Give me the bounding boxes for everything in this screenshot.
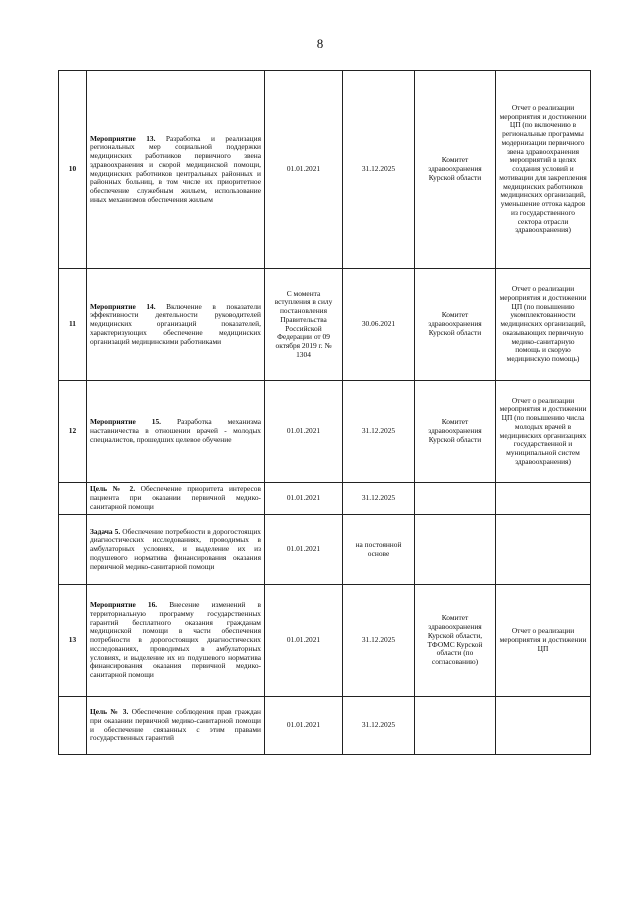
row-number: 11 <box>59 269 87 381</box>
page-number: 8 <box>316 36 324 51</box>
start-date-cell: 01.01.2021 <box>265 71 343 269</box>
end-date-cell: 31.12.2025 <box>343 381 415 483</box>
activity-text: Обеспечение приоритета интересов пациента при оказании первичной медико-санитарной помощи <box>90 484 261 511</box>
activity-lead: Мероприятие 13. <box>90 133 156 143</box>
activity-text: Внесение изменений в территориальную программу государственных гарантий бесплатного оказания гражданам медицинской помощи в части обеспечения потребности в дорогостоящих диагностических исследованиях, проводимых в амбулаторных условиях, и выделение их из подушевого норматива финансирования оказания первичной медико-санитарной помощи <box>90 600 261 680</box>
row-number: 10 <box>59 71 87 269</box>
responsible-cell <box>415 697 496 755</box>
activity-lead: Цель № 2. <box>90 484 136 494</box>
table-row <box>59 483 591 515</box>
row-number <box>59 515 87 585</box>
activity-cell <box>87 71 265 269</box>
activity-lead: Мероприятие 14. <box>90 301 156 311</box>
responsible-cell: Комитет здравоохранения Курской области <box>415 381 496 483</box>
end-date-cell: 31.12.2025 <box>343 697 415 755</box>
row-number <box>59 697 87 755</box>
start-date-cell: 01.01.2021 <box>265 483 343 515</box>
start-date-cell: 01.01.2021 <box>265 697 343 755</box>
start-date-cell: 01.01.2021 <box>265 585 343 697</box>
activity-lead: Мероприятие 15. <box>90 417 161 427</box>
table-row <box>59 515 591 585</box>
start-date-cell: 01.01.2021 <box>265 515 343 585</box>
end-date-cell: 31.12.2025 <box>343 71 415 269</box>
start-date-cell: 01.01.2021 <box>265 381 343 483</box>
activity-lead: Мероприятие 16. <box>90 600 158 610</box>
activity-cell <box>87 381 265 483</box>
end-date-cell: 30.06.2021 <box>343 269 415 381</box>
activity-cell <box>87 515 265 585</box>
responsible-cell <box>415 483 496 515</box>
row-number: 13 <box>59 585 87 697</box>
responsible-cell: Комитет здравоохранения Курской области <box>415 71 496 269</box>
activity-cell <box>87 483 265 515</box>
activity-text: Обеспечение соблюдения прав граждан при оказании первичной медико-санитарной помощи и обеспечение связанных с этим правами государственных гарантий <box>90 707 262 743</box>
activity-cell <box>87 585 265 697</box>
activity-text: Разработка и реализация региональных мер социальной поддержки медицинских работников первичного звена здравоохранения и скорой медицинской помощи, медицинских работников центральных районных и районных больниц, в том числе их приоритетное обеспечение служебным жильем, использование иных механизмов обеспечения жильем <box>90 133 261 204</box>
responsible-cell <box>415 515 496 585</box>
outcome-cell <box>496 697 591 755</box>
activity-text: Обеспечение потребности в дорогостоящих диагностических исследованиях, проводимых в амбулаторных условиях, и выделение их из подушевого норматива финансирования оказания первичной медико-санитарной помощи <box>90 526 261 571</box>
table-row <box>59 71 591 269</box>
table-row <box>59 585 591 697</box>
row-number: 12 <box>59 381 87 483</box>
outcome-cell: Отчет о реализации мероприятия и достижении ЦП (по повышению числа молодых врачей в медицинских организациях государственной и муниципальной систем здравоохранения) <box>496 381 591 483</box>
start-date-cell: С момента вступления в силу постановления Правительства Российской Федерации от 09 октября 2019 г. № 1304 <box>265 269 343 381</box>
activity-cell <box>87 697 265 755</box>
end-date-cell: 31.12.2025 <box>343 585 415 697</box>
activity-lead: Цель № 3. <box>90 707 129 717</box>
end-date-cell: на постоянной основе <box>343 515 415 585</box>
outcome-cell <box>496 483 591 515</box>
table-row <box>59 697 591 755</box>
activity-cell <box>87 269 265 381</box>
responsible-cell: Комитет здравоохранения Курской области <box>415 269 496 381</box>
table-row <box>59 269 591 381</box>
outcome-cell <box>496 515 591 585</box>
outcome-cell: Отчет о реализации мероприятия и достижении ЦП (по повышению укомплектованности медицинских организаций, оказывающих первичную медико-санитарную помощь и скорую медицинскую помощь) <box>496 269 591 381</box>
outcome-cell: Отчет о реализации мероприятия и достижении ЦП (по включению в региональные программы модернизации первичного звена здравоохранения мероприятий в целях создания условий и мотивации для закрепления медицинских работников медицинских организаций, уменьшение оттока кадров из государственного сектора отрасли здравоохранения) <box>496 71 591 269</box>
row-number <box>59 483 87 515</box>
activity-text: Включение в показатели эффективности деятельности руководителей медицинских организаций показателей, характеризующих обеспечение медицинских организаций медицинскими работниками <box>90 301 261 346</box>
responsible-cell: Комитет здравоохранения Курской области, ТФОМС Курской области (по согласованию) <box>415 585 496 697</box>
outcome-cell: Отчет о реализации мероприятия и достижении ЦП <box>496 585 591 697</box>
activity-text: Разработка механизма наставничества в отношении врачей - молодых специалистов, прошедших целевое обучение <box>90 417 261 444</box>
activity-lead: Задача 5. <box>90 526 121 536</box>
table-row <box>59 381 591 483</box>
measures-table <box>58 70 591 755</box>
end-date-cell: 31.12.2025 <box>343 483 415 515</box>
